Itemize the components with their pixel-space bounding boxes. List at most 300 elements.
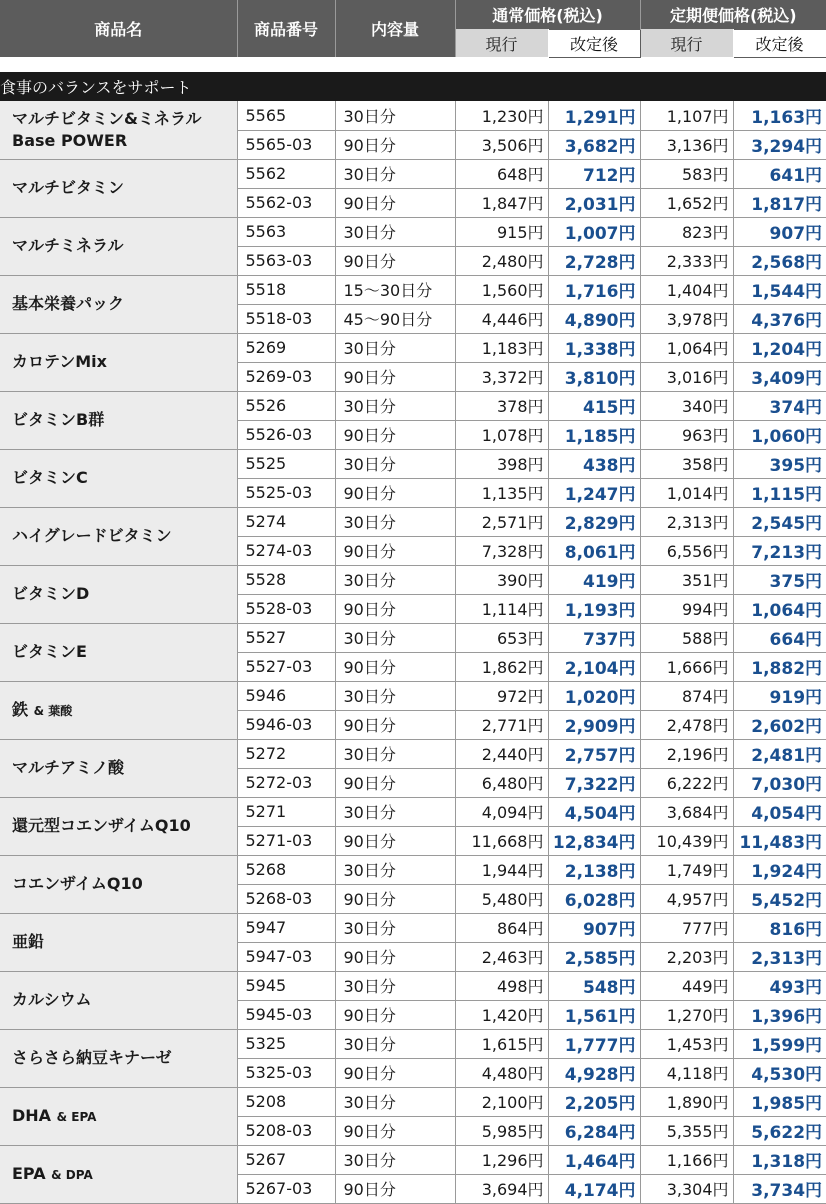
product-code: 5527: [237, 623, 335, 652]
regular-current-price: 4,446円: [455, 304, 548, 333]
regular-revised-price: 2,757円: [548, 739, 640, 768]
subscription-revised-price: 1,060円: [733, 420, 826, 449]
product-name: [0, 159, 237, 217]
regular-revised-price: 2,205円: [548, 1087, 640, 1116]
volume: 30日分: [335, 565, 455, 594]
product-code: 5518: [237, 275, 335, 304]
product-code: 5565-03: [237, 130, 335, 159]
subscription-current-price: 1,270円: [640, 1000, 733, 1029]
regular-revised-price: 438円: [548, 449, 640, 478]
product-name-text: 亜鉛: [12, 932, 45, 951]
header-subscription-price: 定期便価格(税込): [640, 0, 826, 29]
regular-current-price: 1,114円: [455, 594, 548, 623]
subscription-current-price: 4,957円: [640, 884, 733, 913]
subscription-revised-price: 5,622円: [733, 1116, 826, 1145]
regular-revised-price: 415円: [548, 391, 640, 420]
regular-revised-price: 1,716円: [548, 275, 640, 304]
product-name-text: EPA: [12, 1163, 46, 1183]
volume: 90日分: [335, 188, 455, 217]
regular-revised-price: 1,464円: [548, 1145, 640, 1174]
regular-revised-price: 2,104円: [548, 652, 640, 681]
product-name: [0, 739, 237, 797]
product-code: 5563-03: [237, 246, 335, 275]
regular-revised-price: 2,031円: [548, 188, 640, 217]
subscription-current-price: 874円: [640, 681, 733, 710]
subscription-revised-price: 1,115円: [733, 478, 826, 507]
product-code: 5945: [237, 971, 335, 1000]
subscription-current-price: 1,453円: [640, 1029, 733, 1058]
volume: 90日分: [335, 710, 455, 739]
subscription-revised-price: 1,882円: [733, 652, 826, 681]
volume: 30日分: [335, 333, 455, 362]
regular-revised-price: 7,322円: [548, 768, 640, 797]
table-body: [0, 57, 826, 1203]
product-code: 5527-03: [237, 652, 335, 681]
volume: 30日分: [335, 1087, 455, 1116]
product-name: [0, 565, 237, 623]
header-regular-price: 通常価格(税込): [455, 0, 640, 29]
product-name: [0, 623, 237, 681]
subscription-current-price: 3,978円: [640, 304, 733, 333]
product-name-text: ビタミンD: [12, 584, 90, 603]
volume: 30日分: [335, 971, 455, 1000]
volume: 90日分: [335, 942, 455, 971]
regular-revised-price: 2,909円: [548, 710, 640, 739]
subscription-revised-price: 907円: [733, 217, 826, 246]
subscription-current-price: 1,890円: [640, 1087, 733, 1116]
regular-current-price: 1,135円: [455, 478, 548, 507]
header-volume: 内容量: [335, 0, 455, 57]
regular-revised-price: 3,810円: [548, 362, 640, 391]
table-row: [0, 275, 826, 304]
subscription-current-price: 2,313円: [640, 507, 733, 536]
header-regular-revised: 改定後: [548, 29, 640, 57]
subscription-revised-price: 1,817円: [733, 188, 826, 217]
regular-revised-price: 8,061円: [548, 536, 640, 565]
product-code: 5325-03: [237, 1058, 335, 1087]
regular-current-price: 4,094円: [455, 797, 548, 826]
subscription-current-price: 583円: [640, 159, 733, 188]
subscription-current-price: 358円: [640, 449, 733, 478]
table-row: [0, 565, 826, 594]
regular-revised-price: 907円: [548, 913, 640, 942]
regular-current-price: 2,771円: [455, 710, 548, 739]
table-row: [0, 1145, 826, 1174]
product-name-text: 鉄: [12, 699, 29, 719]
volume: 90日分: [335, 536, 455, 565]
table-row: [0, 101, 826, 130]
subscription-current-price: 2,196円: [640, 739, 733, 768]
regular-revised-price: 2,138円: [548, 855, 640, 884]
subscription-current-price: 1,404円: [640, 275, 733, 304]
product-name: [0, 391, 237, 449]
regular-revised-price: 4,928円: [548, 1058, 640, 1087]
product-name-text: ハイグレードビタミン: [12, 526, 172, 545]
regular-current-price: 4,480円: [455, 1058, 548, 1087]
regular-current-price: 11,668円: [455, 826, 548, 855]
volume: 30日分: [335, 217, 455, 246]
regular-current-price: 2,440円: [455, 739, 548, 768]
subscription-revised-price: 1,985円: [733, 1087, 826, 1116]
regular-current-price: 1,615円: [455, 1029, 548, 1058]
product-name-text: 基本栄養パック: [12, 294, 125, 313]
regular-current-price: 2,100円: [455, 1087, 548, 1116]
subscription-current-price: 1,064円: [640, 333, 733, 362]
regular-revised-price: 2,829円: [548, 507, 640, 536]
regular-current-price: 1,296円: [455, 1145, 548, 1174]
regular-current-price: 1,420円: [455, 1000, 548, 1029]
volume: 90日分: [335, 362, 455, 391]
regular-revised-price: 1,193円: [548, 594, 640, 623]
subscription-current-price: 2,478円: [640, 710, 733, 739]
product-name: [0, 1145, 237, 1203]
regular-current-price: 3,694円: [455, 1174, 548, 1203]
regular-revised-price: 2,728円: [548, 246, 640, 275]
product-name-suffix: & EPA: [56, 1109, 97, 1124]
volume: 30日分: [335, 623, 455, 652]
regular-revised-price: 419円: [548, 565, 640, 594]
subscription-revised-price: 2,313円: [733, 942, 826, 971]
volume: 90日分: [335, 826, 455, 855]
volume: 90日分: [335, 1174, 455, 1203]
regular-current-price: 1,862円: [455, 652, 548, 681]
product-name-text: さらさら納豆キナーゼ: [12, 1048, 172, 1067]
subscription-revised-price: 4,376円: [733, 304, 826, 333]
regular-current-price: 6,480円: [455, 768, 548, 797]
regular-current-price: 915円: [455, 217, 548, 246]
product-code: 5267-03: [237, 1174, 335, 1203]
product-name-text: DHA: [12, 1105, 52, 1125]
volume: 30日分: [335, 855, 455, 884]
subscription-current-price: 340円: [640, 391, 733, 420]
header-product-name: 商品名: [0, 0, 237, 57]
product-name-text: マルチアミノ酸: [12, 758, 125, 777]
product-name-text: カロテンMix: [12, 352, 107, 371]
volume: 30日分: [335, 391, 455, 420]
subscription-current-price: 351円: [640, 565, 733, 594]
regular-current-price: 3,506円: [455, 130, 548, 159]
regular-current-price: 1,847円: [455, 188, 548, 217]
table-row: [0, 739, 826, 768]
product-name: [0, 971, 237, 1029]
product-code: 5208: [237, 1087, 335, 1116]
volume: 30日分: [335, 507, 455, 536]
table-row: [0, 797, 826, 826]
regular-current-price: 5,480円: [455, 884, 548, 913]
subscription-current-price: 1,014円: [640, 478, 733, 507]
regular-current-price: 2,571円: [455, 507, 548, 536]
table-row: [0, 681, 826, 710]
product-name: [0, 681, 237, 739]
subscription-revised-price: 1,599円: [733, 1029, 826, 1058]
table-row: [0, 507, 826, 536]
regular-current-price: 1,944円: [455, 855, 548, 884]
product-name-text: マルチビタミン: [12, 178, 125, 197]
subscription-revised-price: 2,568円: [733, 246, 826, 275]
regular-revised-price: 3,682円: [548, 130, 640, 159]
product-name: [0, 275, 237, 333]
subscription-revised-price: 1,318円: [733, 1145, 826, 1174]
subscription-revised-price: 493円: [733, 971, 826, 1000]
product-code: 5271: [237, 797, 335, 826]
header-gap: [0, 57, 826, 72]
product-code: 5271-03: [237, 826, 335, 855]
product-code: 5526: [237, 391, 335, 420]
regular-current-price: 1,078円: [455, 420, 548, 449]
regular-revised-price: 4,174円: [548, 1174, 640, 1203]
regular-current-price: 2,480円: [455, 246, 548, 275]
subscription-revised-price: 1,924円: [733, 855, 826, 884]
table-row: [0, 217, 826, 246]
volume: 30日分: [335, 449, 455, 478]
product-name-text: ビタミンB群: [12, 410, 105, 429]
subscription-current-price: 6,556円: [640, 536, 733, 565]
subscription-current-price: 5,355円: [640, 1116, 733, 1145]
volume: 30日分: [335, 159, 455, 188]
subscription-revised-price: 2,481円: [733, 739, 826, 768]
subscription-revised-price: 5,452円: [733, 884, 826, 913]
subscription-current-price: 777円: [640, 913, 733, 942]
regular-revised-price: 6,028円: [548, 884, 640, 913]
regular-current-price: 1,560円: [455, 275, 548, 304]
regular-current-price: 378円: [455, 391, 548, 420]
volume: 90日分: [335, 130, 455, 159]
product-code: 5947: [237, 913, 335, 942]
subscription-revised-price: 2,545円: [733, 507, 826, 536]
table-row: [0, 623, 826, 652]
regular-revised-price: 1,777円: [548, 1029, 640, 1058]
regular-current-price: 2,463円: [455, 942, 548, 971]
regular-current-price: 1,230円: [455, 101, 548, 130]
product-code: 5268: [237, 855, 335, 884]
subscription-revised-price: 395円: [733, 449, 826, 478]
volume: 90日分: [335, 1116, 455, 1145]
volume: 30日分: [335, 913, 455, 942]
volume: 30日分: [335, 797, 455, 826]
subscription-current-price: 3,136円: [640, 130, 733, 159]
product-code: 5946-03: [237, 710, 335, 739]
regular-revised-price: 2,585円: [548, 942, 640, 971]
regular-revised-price: 4,890円: [548, 304, 640, 333]
regular-revised-price: 1,247円: [548, 478, 640, 507]
product-code: 5325: [237, 1029, 335, 1058]
subscription-revised-price: 3,734円: [733, 1174, 826, 1203]
volume: 30日分: [335, 101, 455, 130]
subscription-current-price: 588円: [640, 623, 733, 652]
table-row: [0, 855, 826, 884]
volume: 90日分: [335, 1058, 455, 1087]
product-code: 5267: [237, 1145, 335, 1174]
product-code: 5528: [237, 565, 335, 594]
product-code: 5525-03: [237, 478, 335, 507]
subscription-current-price: 963円: [640, 420, 733, 449]
product-name-text: マルチミネラル: [12, 236, 124, 255]
regular-current-price: 653円: [455, 623, 548, 652]
product-code: 5274: [237, 507, 335, 536]
product-name: [0, 797, 237, 855]
regular-revised-price: 6,284円: [548, 1116, 640, 1145]
subscription-current-price: 823円: [640, 217, 733, 246]
product-name-text: ビタミンC: [12, 468, 88, 487]
regular-revised-price: 712円: [548, 159, 640, 188]
product-name: [0, 449, 237, 507]
regular-revised-price: 1,185円: [548, 420, 640, 449]
regular-revised-price: 1,020円: [548, 681, 640, 710]
product-name: [0, 1087, 237, 1145]
volume: 30日分: [335, 739, 455, 768]
product-name: [0, 1029, 237, 1087]
subscription-revised-price: 641円: [733, 159, 826, 188]
subscription-current-price: 10,439円: [640, 826, 733, 855]
subscription-current-price: 3,016円: [640, 362, 733, 391]
product-name: [0, 101, 237, 159]
volume: 90日分: [335, 478, 455, 507]
header-row-1: [0, 0, 826, 29]
volume: 45〜90日分: [335, 304, 455, 333]
regular-current-price: 864円: [455, 913, 548, 942]
regular-revised-price: 1,338円: [548, 333, 640, 362]
subscription-revised-price: 1,163円: [733, 101, 826, 130]
volume: 90日分: [335, 1000, 455, 1029]
regular-current-price: 7,328円: [455, 536, 548, 565]
table-row: [0, 449, 826, 478]
product-code: 5528-03: [237, 594, 335, 623]
regular-revised-price: 1,291円: [548, 101, 640, 130]
subscription-revised-price: 7,030円: [733, 768, 826, 797]
regular-current-price: 5,985円: [455, 1116, 548, 1145]
table-row: [0, 1087, 826, 1116]
subscription-revised-price: 1,544円: [733, 275, 826, 304]
subscription-current-price: 1,666円: [640, 652, 733, 681]
product-code: 5526-03: [237, 420, 335, 449]
product-code: 5518-03: [237, 304, 335, 333]
regular-revised-price: 548円: [548, 971, 640, 1000]
regular-revised-price: 1,561円: [548, 1000, 640, 1029]
subscription-revised-price: 11,483円: [733, 826, 826, 855]
subscription-current-price: 994円: [640, 594, 733, 623]
table-row: [0, 1029, 826, 1058]
product-code: 5269: [237, 333, 335, 362]
product-code: 5945-03: [237, 1000, 335, 1029]
product-name-suffix: & DPA: [51, 1167, 93, 1182]
volume: 90日分: [335, 884, 455, 913]
subscription-revised-price: 7,213円: [733, 536, 826, 565]
table-row: [0, 159, 826, 188]
regular-current-price: 648円: [455, 159, 548, 188]
table-row: [0, 913, 826, 942]
product-code: 5525: [237, 449, 335, 478]
header-subscription-revised: 改定後: [733, 29, 826, 57]
product-code: 5946: [237, 681, 335, 710]
subscription-current-price: 1,166円: [640, 1145, 733, 1174]
volume: 90日分: [335, 652, 455, 681]
product-code: 5565: [237, 101, 335, 130]
product-name-text: ビタミンE: [12, 642, 87, 661]
subscription-revised-price: 3,409円: [733, 362, 826, 391]
table-row: [0, 333, 826, 362]
header-product-code: 商品番号: [237, 0, 335, 57]
product-name: [0, 855, 237, 913]
product-code: 5562: [237, 159, 335, 188]
header-subscription-current: 現行: [640, 29, 733, 57]
volume: 90日分: [335, 768, 455, 797]
subscription-revised-price: 1,204円: [733, 333, 826, 362]
subscription-revised-price: 1,064円: [733, 594, 826, 623]
product-name: [0, 217, 237, 275]
regular-current-price: 3,372円: [455, 362, 548, 391]
regular-revised-price: 4,504円: [548, 797, 640, 826]
subscription-current-price: 449円: [640, 971, 733, 1000]
subscription-current-price: 1,107円: [640, 101, 733, 130]
volume: 90日分: [335, 594, 455, 623]
product-code: 5268-03: [237, 884, 335, 913]
product-name-text: マルチビタミン&ミネラル: [12, 108, 202, 128]
table-row: [0, 391, 826, 420]
subscription-revised-price: 4,054円: [733, 797, 826, 826]
header-regular-current: 現行: [455, 29, 548, 57]
product-code: 5272: [237, 739, 335, 768]
regular-revised-price: 1,007円: [548, 217, 640, 246]
subscription-revised-price: 919円: [733, 681, 826, 710]
volume: 90日分: [335, 246, 455, 275]
subscription-current-price: 2,333円: [640, 246, 733, 275]
subscription-current-price: 3,684円: [640, 797, 733, 826]
subscription-revised-price: 1,396円: [733, 1000, 826, 1029]
subscription-current-price: 2,203円: [640, 942, 733, 971]
product-code: 5208-03: [237, 1116, 335, 1145]
regular-current-price: 1,183円: [455, 333, 548, 362]
product-code: 5947-03: [237, 942, 335, 971]
product-name-line2: Base POWER: [12, 130, 128, 150]
subscription-current-price: 6,222円: [640, 768, 733, 797]
subscription-current-price: 3,304円: [640, 1174, 733, 1203]
subscription-revised-price: 2,602円: [733, 710, 826, 739]
table-row: [0, 971, 826, 1000]
subscription-revised-price: 664円: [733, 623, 826, 652]
regular-current-price: 972円: [455, 681, 548, 710]
subscription-revised-price: 3,294円: [733, 130, 826, 159]
product-code: 5562-03: [237, 188, 335, 217]
volume: 90日分: [335, 420, 455, 449]
product-name-text: 還元型コエンザイムQ10: [12, 816, 191, 835]
product-name-suffix: & 葉酸: [33, 703, 73, 718]
section-title: 食事のバランスをサポート: [0, 72, 826, 101]
regular-current-price: 398円: [455, 449, 548, 478]
subscription-revised-price: 816円: [733, 913, 826, 942]
product-name-text: コエンザイムQ10: [12, 874, 143, 893]
subscription-revised-price: 374円: [733, 391, 826, 420]
subscription-current-price: 1,652円: [640, 188, 733, 217]
product-code: 5563: [237, 217, 335, 246]
product-name: [0, 913, 237, 971]
regular-current-price: 498円: [455, 971, 548, 1000]
subscription-revised-price: 4,530円: [733, 1058, 826, 1087]
regular-current-price: 390円: [455, 565, 548, 594]
product-code: 5269-03: [237, 362, 335, 391]
volume: 30日分: [335, 1029, 455, 1058]
subscription-current-price: 4,118円: [640, 1058, 733, 1087]
product-name: [0, 333, 237, 391]
subscription-current-price: 1,749円: [640, 855, 733, 884]
volume: 15〜30日分: [335, 275, 455, 304]
regular-revised-price: 12,834円: [548, 826, 640, 855]
volume: 30日分: [335, 1145, 455, 1174]
volume: 30日分: [335, 681, 455, 710]
product-code: 5274-03: [237, 536, 335, 565]
product-name-text: カルシウム: [12, 990, 92, 1009]
section-row: [0, 72, 826, 101]
regular-revised-price: 737円: [548, 623, 640, 652]
